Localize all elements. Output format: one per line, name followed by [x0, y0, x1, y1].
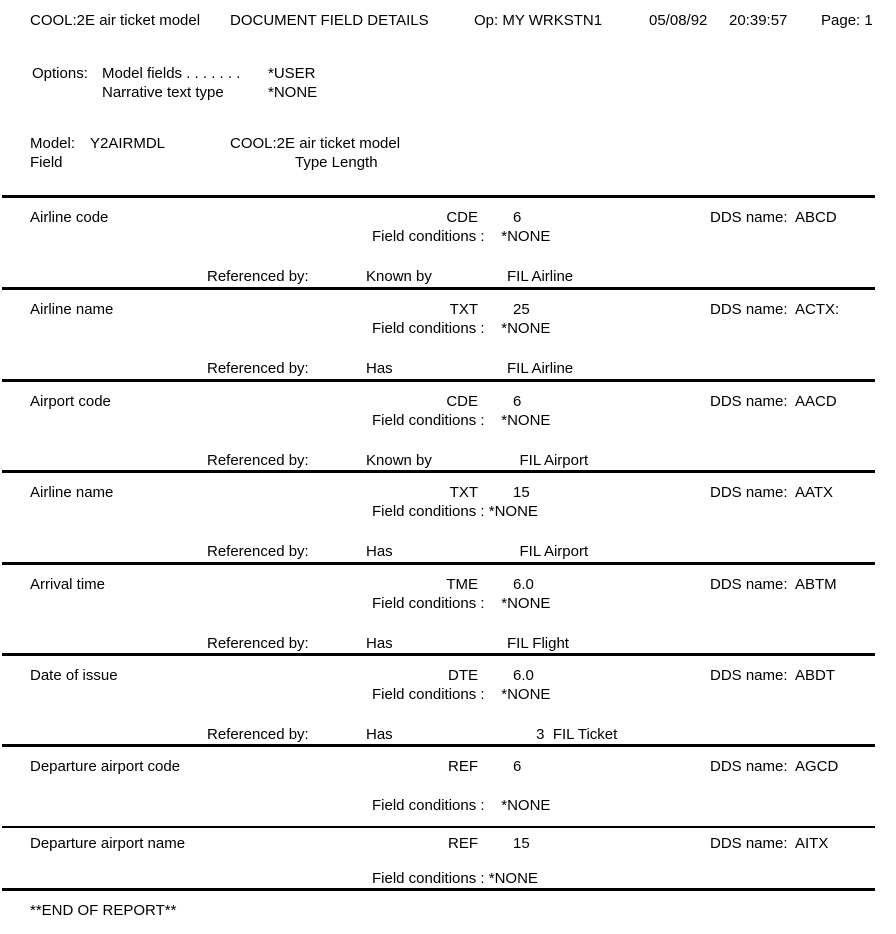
field-length: 15 — [513, 835, 530, 852]
reference-target: FIL Airline — [507, 268, 574, 285]
field-type: REF — [448, 758, 478, 775]
record-separator-rule — [2, 744, 875, 747]
field-conditions: Field conditions : *NONE — [372, 320, 551, 337]
referenced-by-label: Referenced by: — [207, 268, 309, 285]
dds-name-label: DDS name: — [710, 576, 788, 593]
referenced-by-label: Referenced by: — [207, 726, 309, 743]
referenced-by-label: Referenced by: — [207, 543, 309, 560]
field-conditions: Field conditions : *NONE — [372, 595, 551, 612]
field-length: 6 — [513, 393, 522, 410]
field-name: Date of issue — [30, 667, 118, 684]
field-type: CDE — [446, 209, 478, 226]
report-end-rule — [2, 888, 875, 891]
option-model-fields-value: *USER — [268, 65, 316, 82]
field-conditions: Field conditions : *NONE — [372, 686, 551, 703]
option-model-fields-label: Model fields . . . . . . . — [102, 65, 241, 82]
dds-name-label: DDS name: — [710, 209, 788, 226]
field-name: Airport code — [30, 393, 111, 410]
field-name: Airline code — [30, 209, 109, 226]
dds-name-label: DDS name: — [710, 484, 788, 501]
record-separator-rule — [2, 826, 875, 828]
reference-relation: Known by — [366, 452, 432, 469]
field-name: Departure airport name — [30, 835, 186, 852]
option-narrative-type-value: *NONE — [268, 84, 318, 101]
record-separator-rule — [2, 379, 875, 382]
field-length: 15 — [513, 484, 530, 501]
header-report-title: DOCUMENT FIELD DETAILS — [230, 12, 429, 29]
field-type: TXT — [449, 301, 478, 318]
field-type: TXT — [449, 484, 478, 501]
end-of-report-text: **END OF REPORT** — [30, 902, 177, 919]
referenced-by-label: Referenced by: — [207, 360, 309, 377]
record-separator-rule — [2, 653, 875, 656]
header-page-number: Page: 1 — [821, 12, 873, 29]
dds-name-value: AACD — [795, 393, 837, 410]
dds-name-value: ACTX: — [795, 301, 840, 318]
reference-target: FIL Flight — [507, 635, 569, 652]
header-operator: Op: MY WRKSTN1 — [474, 12, 603, 29]
field-name: Airline name — [30, 484, 114, 501]
field-conditions: Field conditions : *NONE — [372, 228, 551, 245]
reference-target: 3 FIL Ticket — [507, 726, 618, 743]
field-name: Airline name — [30, 301, 114, 318]
referenced-by-label: Referenced by: — [207, 452, 309, 469]
reference-target: FIL Airport — [507, 543, 589, 560]
field-type: CDE — [446, 393, 478, 410]
column-header-field: Field — [30, 154, 63, 171]
dds-name-value: AITX — [795, 835, 829, 852]
dds-name-label: DDS name: — [710, 758, 788, 775]
dds-name-value: ABDT — [795, 667, 836, 684]
field-name: Departure airport code — [30, 758, 181, 775]
reference-relation: Known by — [366, 268, 432, 285]
header-date: 05/08/92 — [649, 12, 708, 29]
dds-name-value: ABTM — [795, 576, 837, 593]
dds-name-label: DDS name: — [710, 393, 788, 410]
field-length: 6 — [513, 209, 522, 226]
reference-target: FIL Airline — [507, 360, 574, 377]
record-separator-rule — [2, 287, 875, 290]
field-conditions: Field conditions : *NONE — [372, 797, 551, 814]
field-type: TME — [446, 576, 478, 593]
field-conditions: Field conditions : *NONE — [372, 503, 538, 520]
header-model-title: COOL:2E air ticket model — [30, 12, 201, 29]
field-type: REF — [448, 835, 478, 852]
model-description: COOL:2E air ticket model — [230, 135, 401, 152]
field-length: 6.0 — [513, 667, 534, 684]
reference-relation: Has — [366, 543, 393, 560]
field-length: 25 — [513, 301, 530, 318]
field-type: DTE — [448, 667, 478, 684]
model-label: Model: — [30, 135, 76, 152]
dds-name-label: DDS name: — [710, 835, 788, 852]
field-name: Arrival time — [30, 576, 106, 593]
record-separator-rule — [2, 195, 875, 198]
field-conditions: Field conditions : *NONE — [372, 412, 551, 429]
column-header-type-length: Type Length — [295, 154, 378, 171]
dds-name-label: DDS name: — [710, 667, 788, 684]
reference-relation: Has — [366, 360, 393, 377]
record-separator-rule — [2, 562, 875, 565]
reference-relation: Has — [366, 726, 393, 743]
dds-name-value: AATX — [795, 484, 834, 501]
options-label: Options: — [32, 65, 88, 82]
field-length: 6.0 — [513, 576, 534, 593]
record-separator-rule — [2, 470, 875, 473]
option-narrative-type-label: Narrative text type — [102, 84, 224, 101]
referenced-by-label: Referenced by: — [207, 635, 309, 652]
dds-name-label: DDS name: — [710, 301, 788, 318]
field-length: 6 — [513, 758, 522, 775]
reference-relation: Has — [366, 635, 393, 652]
model-name: Y2AIRMDL — [90, 135, 166, 152]
header-time: 20:39:57 — [729, 12, 788, 29]
dds-name-value: ABCD — [795, 209, 837, 226]
reference-target: FIL Airport — [507, 452, 589, 469]
field-conditions: Field conditions : *NONE — [372, 870, 538, 887]
dds-name-value: AGCD — [795, 758, 839, 775]
